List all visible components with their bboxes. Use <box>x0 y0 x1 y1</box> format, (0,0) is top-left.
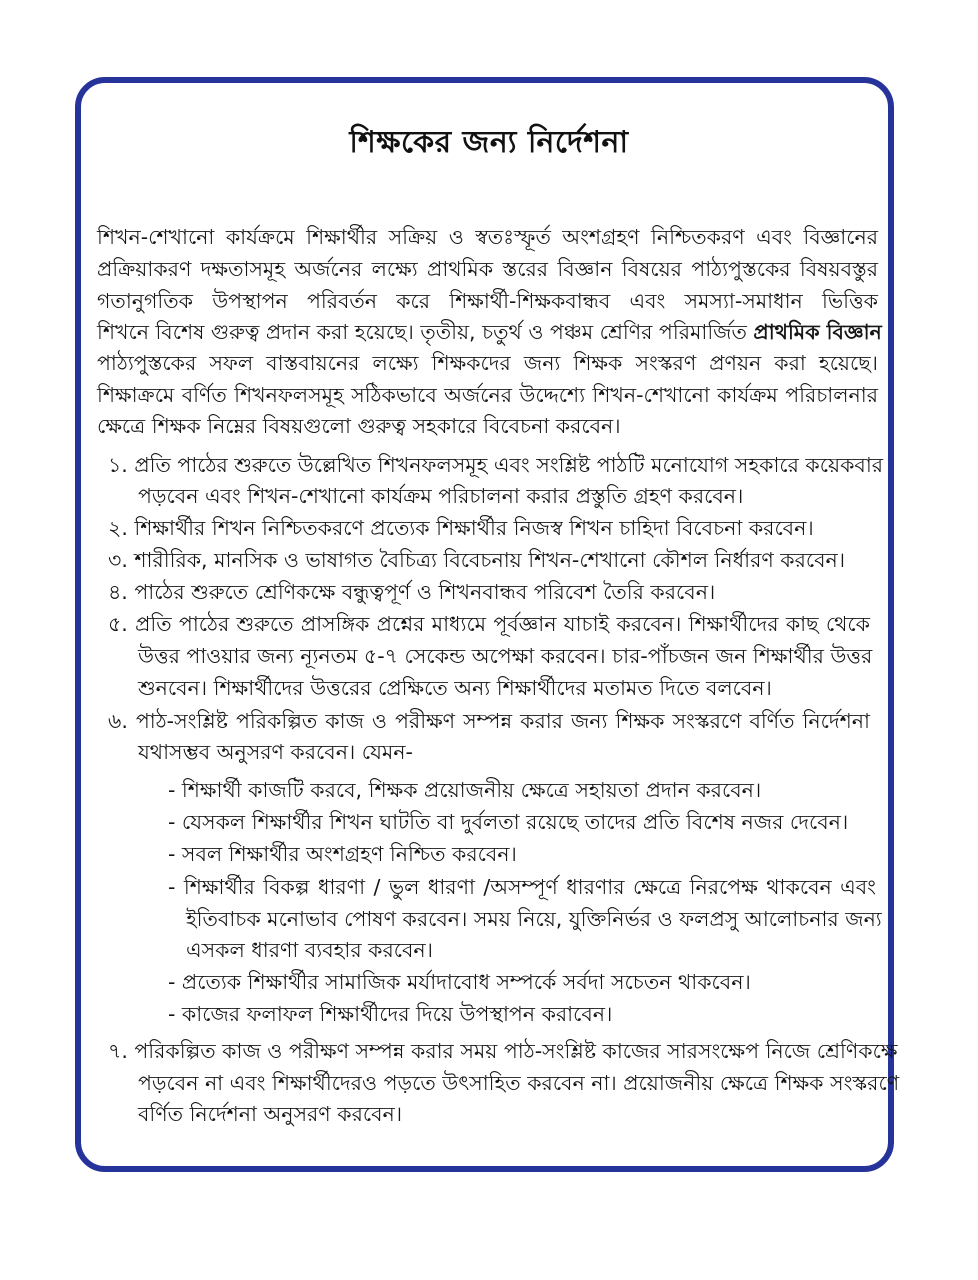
list-item-5: ৫. প্রতি পাঠের শুরুতে প্রাসঙ্গিক প্রশ্নের মাধ্যমে পূর্বজ্ঞান যাচাই করবেন। শিক্ষার্থীদের কাছ থেকে <box>108 612 870 636</box>
list-item-7: ৭. পরিকল্পিত কাজ ও পরীক্ষণ সম্পন্ন করার সময় পাঠ-সংশ্লিষ্ট কাজের সারসংক্ষেপ নিজে শ্রেণিকক্ষে <box>108 1039 898 1063</box>
list-item-6: ৬. পাঠ-সংশ্লিষ্ট পরিকল্পিত কাজ ও পরীক্ষণ সম্পন্ন করার জন্য শিক্ষক সংস্করণে বর্ণিত নির্দেশনা <box>108 709 870 733</box>
intro-line-2: প্রক্রিয়াকরণ দক্ষতাসমূহ অর্জনের লক্ষ্যে প্রাথমিক স্তরের বিজ্ঞান বিষয়ের পাঠ্যপুস্তকের বিষয়বস্তুর <box>97 257 878 281</box>
intro-line-4 <box>97 316 882 348</box>
book-title-highlight: প্রাথমিক বিজ্ঞান <box>753 320 882 344</box>
intro-line-5: পাঠ্যপুস্তকের সফল বাস্তবায়নের লক্ষ্যে শিক্ষকদের জন্য শিক্ষক সংস্করণ প্রণয়ন করা হয়েছে। <box>97 351 878 375</box>
sub-item-2: - যেসকল শিক্ষার্থীর শিখন ঘাটতি বা দুর্বলতা রয়েছে তাদের প্রতি বিশেষ নজর দেবেন। <box>168 810 849 834</box>
sub-item-6: - কাজের ফলাফল শিক্ষার্থীদের দিয়ে উপস্থাপন করাবেন। <box>168 1002 613 1026</box>
list-item-5-cont-1: উত্তর পাওয়ার জন্য ন্যূনতম ৫-৭ সেকেন্ড অপেক্ষা করবেন। চার-পাঁচজন জন শিক্ষার্থীর উত্তর <box>138 644 873 668</box>
sub-item-5: - প্রত্যেক শিক্ষার্থীর সামাজিক মর্যাদাবোধ সম্পর্কে সর্বদা সচেতন থাকবেন। <box>168 970 751 994</box>
sub-item-4-cont-2: এসকল ধারণা ব্যবহার করবেন। <box>186 938 433 962</box>
list-item-1: ১. প্রতি পাঠের শুরুতে উল্লেখিত শিখনফলসমূহ এবং সংশ্লিষ্ট পাঠটি মনোযোগ সহকারে কয়েকবার <box>108 453 884 477</box>
intro-line-1: শিখন-শেখানো কার্যক্রমে শিক্ষার্থীর সক্রিয় ও স্বতঃস্ফূর্ত অংশগ্রহণ নিশ্চিতকরণ এবং বিজ্ঞানের <box>97 225 878 249</box>
intro-line-3: গতানুগতিক উপস্থাপন পরিবর্তন করে শিক্ষার্থী-শিক্ষকবান্ধব এবং সমস্যা-সমাধান ভিত্তিক <box>97 289 878 313</box>
intro-line-4-text: শিখনে বিশেষ গুরুত্ব প্রদান করা হয়েছে। তৃতীয়, চতুর্থ ও পঞ্চম শ্রেণির পরিমার্জিত <box>97 320 754 344</box>
list-item-3: ৩. শারীরিক, মানসিক ও ভাষাগত বৈচিত্র্য বিবেচনায় শিখন-শেখানো কৌশল নির্ধারণ করবেন। <box>108 548 846 572</box>
list-item-7-cont-1: পড়বেন না এবং শিক্ষার্থীদেরও পড়তে উৎসাহিত করবেন না। প্রয়োজনীয় ক্ষেত্রে শিক্ষক সংস্করণে <box>138 1071 900 1095</box>
intro-line-6: শিক্ষাক্রমে বর্ণিত শিখনফলসমূহ সঠিকভাবে অর্জনের উদ্দেশ্যে শিখন-শেখানো কার্যক্রম পরিচালনার <box>97 383 878 407</box>
list-item-1-cont: পড়বেন এবং শিখন-শেখানো কার্যক্রম পরিচালনা করার প্রস্তুতি গ্রহণ করবেন। <box>138 484 744 508</box>
sub-item-1: - শিক্ষার্থী কাজটি করবে, শিক্ষক প্রয়োজনীয় ক্ষেত্রে সহায়তা প্রদান করবেন। <box>168 778 762 802</box>
list-item-2: ২. শিক্ষার্থীর শিখন নিশ্চিতকরণে প্রত্যেক শিক্ষার্থীর নিজস্ব শিখন চাহিদা বিবেচনা করবেন। <box>108 516 814 540</box>
list-item-4: ৪. পাঠের শুরুতে শ্রেণিকক্ষে বন্ধুত্বপূর্ণ ও শিখনবান্ধব পরিবেশ তৈরি করবেন। <box>108 580 716 604</box>
sub-item-4: - শিক্ষার্থীর বিকল্প ধারণা / ভুল ধারণা /অসম্পূর্ণ ধারণার ক্ষেত্রে নিরপেক্ষ থাকবেন এবং <box>168 875 876 899</box>
list-item-7-cont-2: বর্ণিত নির্দেশনা অনুসরণ করবেন। <box>138 1102 403 1126</box>
page-title: শিক্ষকের জন্য নির্দেশনা <box>349 125 629 160</box>
sub-item-4-cont-1: ইতিবাচক মনোভাব পোষণ করবেন। সময় নিয়ে, যুক্তিনির্ভর ও ফলপ্রসু আলোচনার জন্য <box>186 907 882 931</box>
list-item-6-cont: যথাসম্ভব অনুসরণ করবেন। যেমন- <box>138 740 413 764</box>
list-item-5-cont-2: শুনবেন। শিক্ষার্থীদের উত্তরের প্রেক্ষিতে অন্য শিক্ষার্থীদের মতামত দিতে বলবেন। <box>138 676 772 700</box>
sub-item-3: - সবল শিক্ষার্থীর অংশগ্রহণ নিশ্চিত করবেন। <box>168 842 517 866</box>
intro-line-7: ক্ষেত্রে শিক্ষক নিম্নের বিষয়গুলো গুরুত্ব সহকারে বিবেচনা করবেন। <box>97 414 621 438</box>
